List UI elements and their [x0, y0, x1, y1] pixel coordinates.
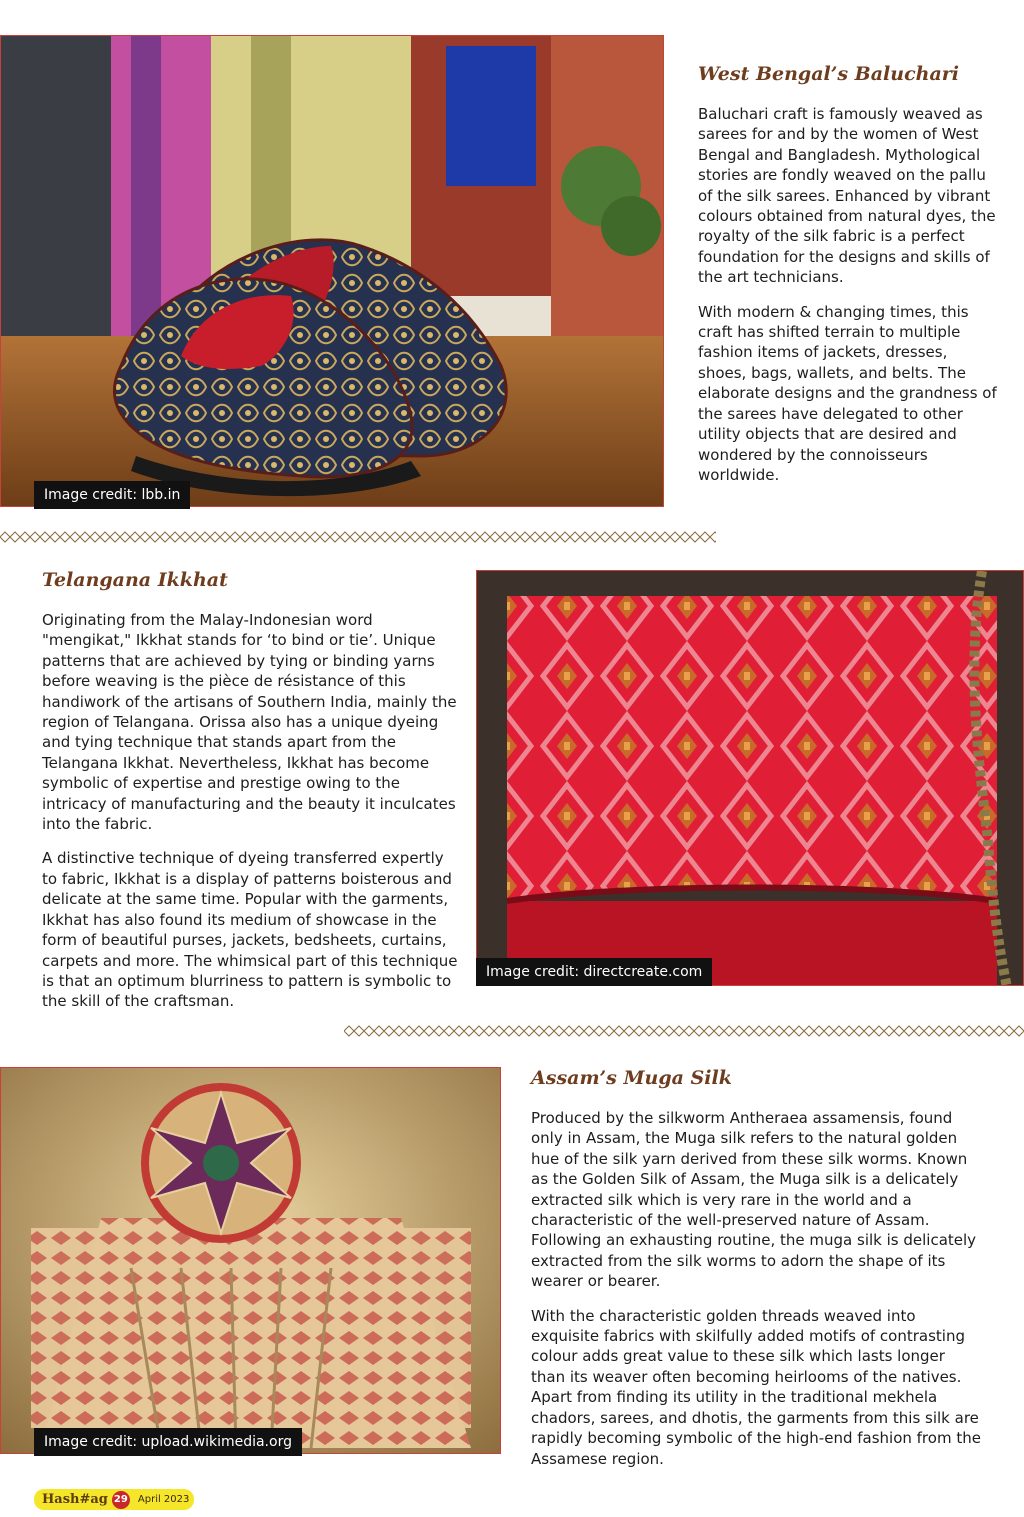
muga-paragraph-1: Produced by the silkworm Antheraea assamensis, found only in Assam, the Muga silk refers to the natural golden hue of the silk yarn derived from these silk worms. Known as the Golden Silk of Assam, the Muga silk is a delicately extracted silk which is very rare in the world and a characteristic of the well-preserved nature of Assam. Following an exhausting routine, the muga silk is delicately extracted from the silk worms to adorn the shape of its wearer or bearer.: [531, 1109, 977, 1291]
page-footer: [34, 1489, 194, 1510]
baluchari-paragraph-2: With modern & changing times, this craft has shifted terrain to multiple fashion items of jackets, dresses, shoes, bags, wallets, and belts. The elaborate designs and the grandness of the sarees have delegated to other utility objects that are desired and wondered by the connoisseurs worldwide.: [698, 302, 997, 484]
muga-heading: Assam’s Muga Silk: [531, 1067, 732, 1089]
purse-illustration: [477, 571, 1024, 986]
muga-image-credit: Image credit: upload.wikimedia.org: [34, 1428, 302, 1456]
ikkhat-section: [42, 568, 458, 1026]
ikkhat-paragraph-1: Originating from the Malay-Indonesian word "mengikat," Ikkhat stands for ‘to bind or tie’. Unique patterns that are achieved by tying or binding yarns before weaving is the pièce de résistance of this handiwork of the artisans of Southern India, mainly the region of Telangana. Orissa also has a unique dyeing and tying technique that stands apart from the Telangana Ikkhat. Nevertheless, Ikkhat has become symbolic of expertise and prestige owing to the intricacy of manufacturing and the beauty it inculcates into the fabric.: [42, 611, 457, 834]
baluchari-image-credit: Image credit: lbb.in: [34, 481, 190, 509]
ikkhat-paragraph-2: A distinctive technique of dyeing transferred expertly to fabric, Ikkhat is a display of patterns boisterous and delicate at the same time. Popular with the garments, Ikkhat has also found its medium of showcase in the form of beautiful purses, jackets, bedsheets, curtains, carpets and more. The whimsical part of this technique is that an optimum blurriness to pattern is symbolic to the skill of the craftsman.: [42, 849, 458, 1011]
baluchari-heading: West Bengal’s Baluchari: [698, 63, 959, 85]
diamond-divider-2: [344, 1024, 1024, 1038]
baluchari-shoes-photo: [0, 35, 664, 507]
ikkhat-heading: Telangana Ikkhat: [42, 569, 228, 591]
muga-paragraph-2: With the characteristic golden threads weaved into exquisite fabrics with skilfully added motifs of contrasting colour adds great value to these silk which lasts longer than its weaver often becoming heirlooms of the natives. Apart from finding its utility in the traditional mekhela chadors, sarees, and dhotis, the garments from this silk are rapidly becoming symbolic of the high-end fashion from the Assamese region.: [531, 1306, 981, 1468]
ikkhat-purse-photo: [476, 570, 1024, 986]
muga-silk-photo: [0, 1067, 501, 1454]
ikkhat-image-credit: Image credit: directcreate.com: [476, 958, 712, 986]
magazine-logo: Hash#ag: [42, 1492, 108, 1507]
muga-illustration: [1, 1068, 501, 1454]
diamond-divider-pattern: [0, 530, 716, 544]
issue-date: April 2023: [137, 1494, 190, 1505]
diamond-divider-1: [0, 530, 716, 544]
shoes-illustration: [1, 36, 664, 507]
baluchari-section: [698, 62, 998, 499]
page-number-badge: 29: [112, 1491, 130, 1509]
muga-section: [531, 1066, 981, 1483]
diamond-divider-pattern: [344, 1024, 1024, 1038]
baluchari-paragraph-1: Baluchari craft is famously weaved as sarees for and by the women of West Bengal and Bangladesh. Mythological stories are fondly weaved on the pallu of the silk sarees. Enhanced by vibrant colours obtained from natural dyes, the royalty of the silk fabric is a perfect foundation for the designs and skills of the art technicians.: [698, 105, 996, 287]
